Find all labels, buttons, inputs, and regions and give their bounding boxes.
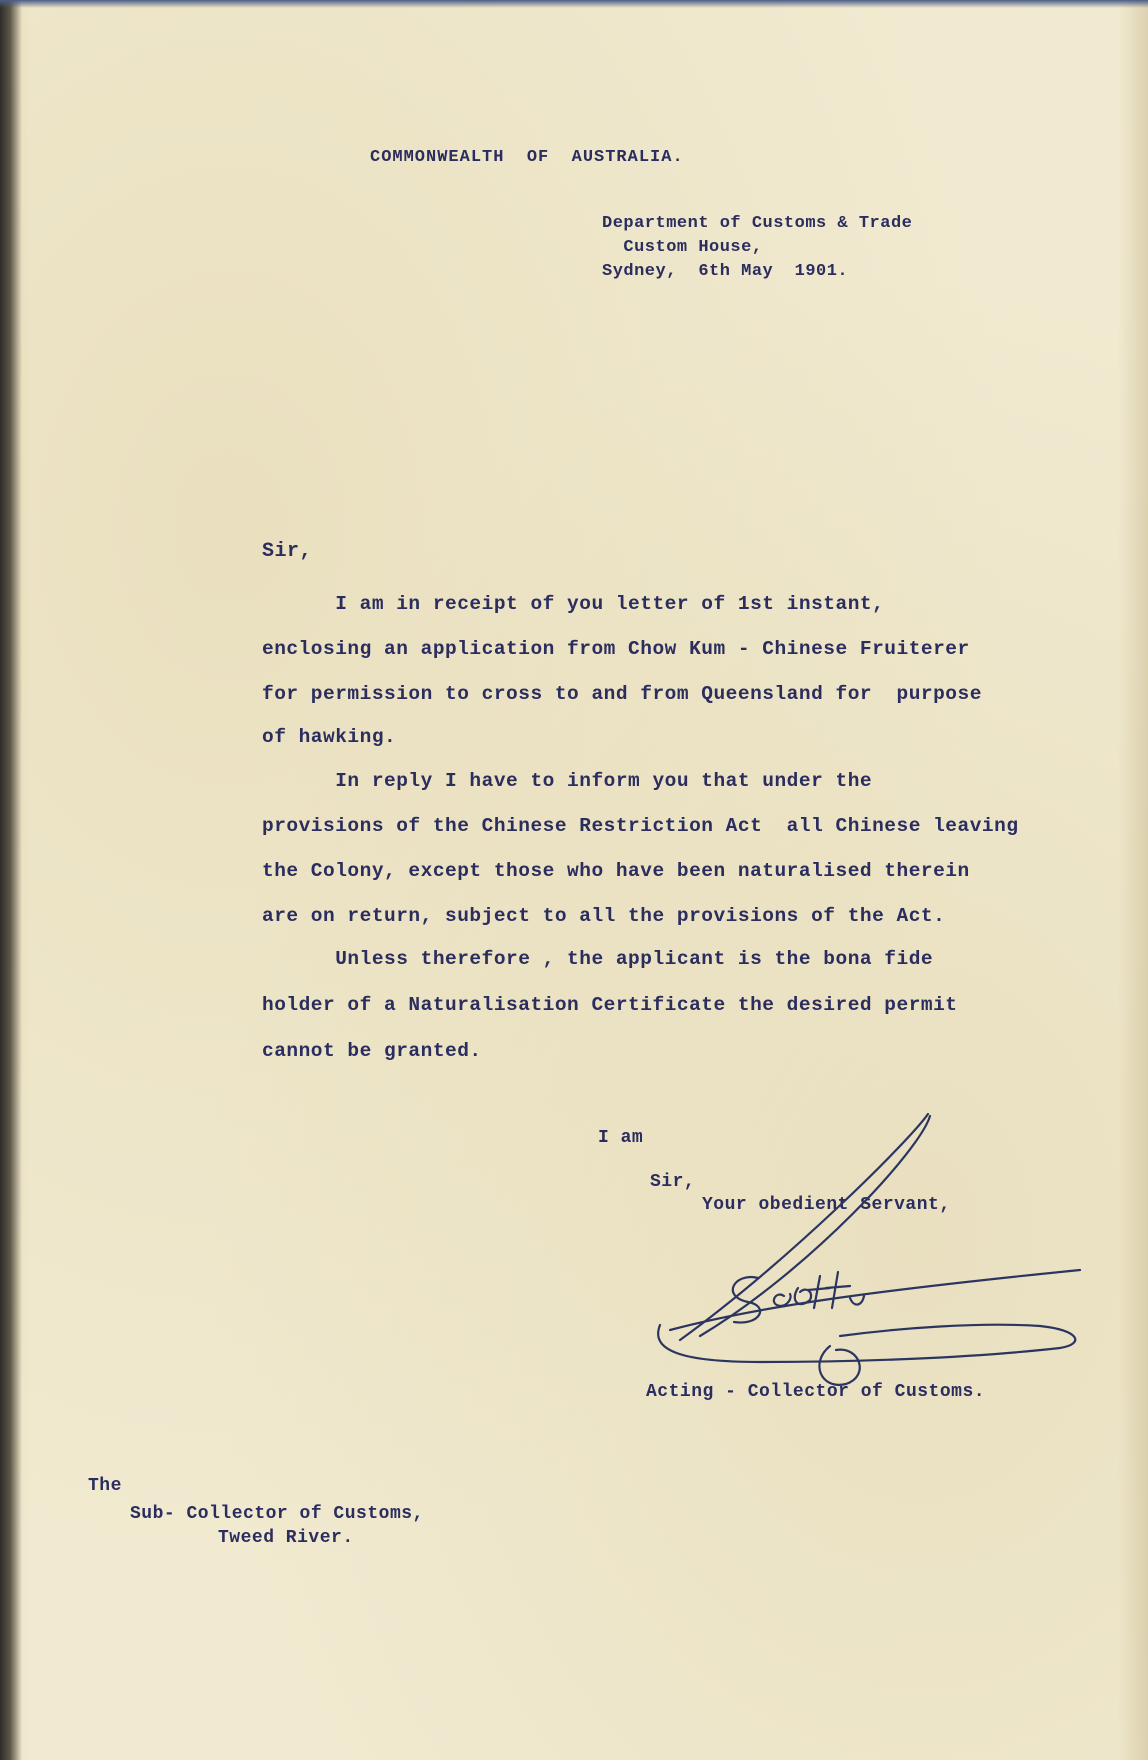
body-line: cannot be granted. <box>262 1040 482 1062</box>
closing-title: Acting - Collector of Customs. <box>646 1382 986 1402</box>
body-line: holder of a Naturalisation Certificate the desired permit <box>262 994 958 1016</box>
body-line: enclosing an application from Chow Kum - Chinese Fruiterer <box>262 638 970 660</box>
body-line: In reply I have to inform you that under the <box>262 770 873 792</box>
body-line: provisions of the Chinese Restriction Act all Chinese leaving <box>262 815 1019 837</box>
addressee-title: Sub- Collector of Customs, <box>130 1504 424 1524</box>
body-line: for permission to cross to and from Queensland for purpose <box>262 683 982 705</box>
address-department: Department of Customs & Trade <box>602 214 913 233</box>
letterhead-title: COMMONWEALTH OF AUSTRALIA. <box>370 148 684 167</box>
salutation: Sir, <box>262 540 313 563</box>
handwritten-signature <box>640 1100 1100 1390</box>
addressee-place: Tweed River. <box>218 1528 354 1548</box>
body-line: I am in receipt of you letter of 1st instant, <box>262 593 885 615</box>
body-line: Unless therefore , the applicant is the bona fide <box>262 948 934 970</box>
closing-servant: Your obedient Servant, <box>702 1195 951 1215</box>
body-line: of hawking. <box>262 726 397 748</box>
page-edge-shadow <box>0 0 22 1760</box>
body-line: the Colony, except those who have been naturalised therein <box>262 860 970 882</box>
body-line: are on return, subject to all the provisions of the Act. <box>262 905 946 927</box>
page-top-edge <box>0 0 1148 8</box>
closing-i-am: I am <box>598 1128 644 1148</box>
addressee-the: The <box>88 1476 122 1496</box>
address-custom-house: Custom House, <box>602 238 763 257</box>
closing-sir: Sir, <box>650 1172 696 1192</box>
address-date: Sydney, 6th May 1901. <box>602 262 849 281</box>
